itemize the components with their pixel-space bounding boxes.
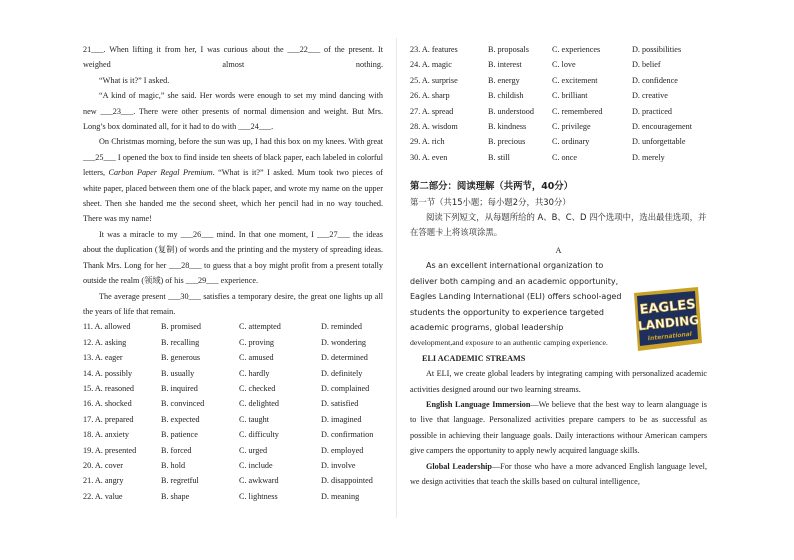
logo-text-eagles: EAGLES — [638, 297, 697, 318]
paragraph-4 — [83, 134, 383, 226]
right-option-7-0: 30. A. even — [410, 152, 448, 162]
left-option-7-1: B. patience — [161, 430, 198, 440]
right-option-5-3: D. encouragement — [632, 122, 693, 132]
left-option-1-1: B. recalling — [161, 337, 200, 347]
right-option-0-3: D. possibilities — [632, 45, 682, 54]
left-option-9-1: B. hold — [161, 460, 186, 470]
reading-instructions: 阅读下列短文，从每题所给的 A、B、C、D 四个选项中，选出最佳选项，并在答题卡上将该项涂黑。 — [410, 212, 707, 238]
right-option-0-0: 23. A. features — [410, 45, 458, 54]
left-option-8-3: D. employed — [321, 445, 364, 455]
left-option-2-1: B. generous — [161, 353, 201, 363]
right-option-2-2: C. excitement — [552, 75, 598, 85]
left-option-2-3: D. determined — [321, 353, 368, 363]
left-option-0-2: C. attempted — [239, 322, 281, 332]
english-immersion-paragraph — [410, 397, 707, 459]
left-option-9-3: D. involve — [321, 460, 356, 470]
left-option-11-0: 22. A. value — [83, 491, 123, 501]
left-option-9-0: 20. A. cover — [83, 460, 124, 470]
right-option-7-3: D. merely — [632, 152, 665, 162]
left-option-0-1: B. promised — [161, 322, 202, 332]
intro-line-2: deliver both camping and an academic opportunity, — [410, 276, 619, 286]
left-option-10-1: B. regretful — [161, 476, 199, 486]
right-option-1-2: C. love — [552, 60, 576, 70]
left-option-2-2: C. amused — [239, 353, 274, 363]
left-options-table — [83, 319, 383, 504]
left-option-2-0: 13. A. eager — [83, 353, 123, 363]
left-option-5-3: D. satisfied — [321, 399, 359, 409]
right-option-1-3: D. belief — [632, 60, 661, 70]
left-option-4-0: 15. A. reasoned — [83, 383, 134, 393]
streams-heading: ELI ACADEMIC STREAMS — [422, 353, 526, 363]
english-immersion-text: —We believe that the best way to learn alanguage is to live that language. Personalized activities prepare campers to be as successful as possible in achieving their language goals. Daily interactions withour American campers give campers the opportunity to apply newly acquired language skills. — [410, 399, 707, 456]
paragraph-2: “What is it?” I asked. — [99, 75, 170, 85]
english-immersion-title: English Language Immersion — [426, 399, 531, 409]
left-option-3-0: 14. A. possibly — [83, 368, 133, 378]
global-leadership-text: —For those who have a more advanced English language level, we design activities that teach the skills based on cultural intelligence, — [410, 461, 707, 486]
part-two-title: 第二部分：阅读理解（共两节，40分） — [410, 181, 574, 193]
left-option-9-2: C. include — [239, 460, 273, 470]
left-option-0-0: 11. A. allowed — [83, 322, 131, 332]
global-leadership-title: Global Leadership — [426, 461, 492, 471]
right-option-3-0: 26. A. sharp — [410, 91, 450, 101]
paragraph-5: It was a miracle to my ___26___ mind. In that one moment, I ___27___ the ideas about the duplication (复制) of words and the printing and the mystery of spreading ideas. Thank Mrs. Long for her ___28___ to guess that a boy might profit from a present totally outside the realm (领域) of his ___29___ experience. — [83, 229, 383, 286]
left-option-8-0: 19. A. presented — [83, 445, 137, 455]
right-option-4-2: C. remembered — [552, 106, 603, 116]
passage-label: A — [555, 245, 562, 255]
left-option-4-3: D. complained — [321, 383, 370, 393]
intro-line-6: development,and exposure to an authentic camping experience. — [410, 338, 608, 348]
streams-paragraph: At ELI, we create global leaders by integrating camping with personalized academic activities designed around our two learning streams. — [410, 369, 707, 394]
left-option-11-1: B. shape — [161, 491, 190, 501]
paragraph-4-part-1: On Christmas morning, before the sun was up, I had this box on my knees. With great ___25___ I opened the box to find inside ten sheets of black paper, each labeled in colorful letters, — [83, 137, 383, 178]
right-option-0-2: C. experiences — [552, 45, 601, 54]
section-one-title: 第一节（共15小题；每小题2分，共30分） — [410, 196, 571, 207]
intro-line-1: As an excellent international organization to — [426, 261, 604, 271]
left-option-11-2: C. lightness — [239, 491, 278, 501]
left-option-5-0: 16. A. shocked — [83, 399, 132, 409]
left-option-6-3: D. imagined — [321, 414, 362, 424]
right-options-table — [410, 42, 707, 165]
left-option-10-3: D. disappointed — [321, 476, 373, 486]
paragraph-6: The average present ___30___ satisfies a temporary desire, the great one lights up all the years of life that remain. — [83, 291, 383, 316]
right-option-7-1: B. still — [488, 152, 510, 162]
left-option-6-1: B. expected — [161, 414, 200, 424]
left-option-8-2: C. urged — [239, 445, 268, 455]
right-option-6-1: B. precious — [488, 137, 526, 147]
intro-line-5: academic programs, global leadership — [410, 322, 564, 332]
right-option-2-0: 25. A. surprise — [410, 75, 458, 85]
intro-line-3: Eagles Landing International (ELI) offers school-aged — [410, 292, 622, 302]
left-option-1-2: C. proving — [239, 337, 275, 347]
right-option-3-1: B. childish — [488, 91, 524, 101]
right-option-5-2: C. privilege — [552, 122, 591, 132]
left-column — [83, 42, 383, 504]
left-option-10-0: 21. A. angry — [83, 476, 124, 486]
column-divider — [396, 38, 397, 518]
right-option-3-3: D. creative — [632, 91, 668, 101]
left-option-11-3: D. meaning — [321, 491, 360, 501]
right-option-5-1: B. kindness — [488, 122, 527, 132]
left-option-7-2: C. difficulty — [239, 430, 279, 440]
intro-line-4: students the opportunity to experience targeted — [410, 307, 604, 317]
left-option-6-0: 17. A. prepared — [83, 414, 134, 424]
left-option-10-2: C. awkward — [239, 476, 279, 486]
right-option-6-0: 29. A. rich — [410, 137, 445, 147]
right-option-5-0: 28. A. wisdom — [410, 122, 458, 132]
right-option-7-2: C. once — [552, 152, 578, 162]
right-option-6-3: D. unforgettable — [632, 137, 686, 147]
paragraph-4-part-2: . “What is it?” I asked. Mum took two pieces of white paper, placed between them one of the black paper, and wrote my name on the upper sheet. Then she handed me the second sheet, which her pencil had in no way touched. There was my name! — [83, 168, 383, 224]
left-option-7-0: 18. A. anxiety — [83, 430, 129, 440]
left-option-3-2: C. hardly — [239, 368, 270, 378]
left-option-4-2: C. checked — [239, 383, 276, 393]
left-option-1-0: 12. A. asking — [83, 337, 127, 347]
right-option-2-1: B. energy — [488, 75, 520, 85]
right-option-4-3: D. practiced — [632, 106, 673, 116]
right-option-6-2: C. ordinary — [552, 137, 590, 147]
right-option-2-3: D. confidence — [632, 75, 678, 85]
logo-text-international: International — [647, 330, 693, 343]
right-option-1-0: 24. A. magic — [410, 60, 452, 70]
left-option-5-2: C. delighted — [239, 399, 280, 409]
left-option-0-3: D. reminded — [321, 322, 362, 332]
right-option-4-0: 27. A. spread — [410, 106, 454, 116]
right-column — [410, 42, 707, 489]
left-option-5-1: B. convinced — [161, 399, 205, 409]
global-leadership-paragraph — [410, 459, 707, 490]
left-option-3-3: D. definitely — [321, 368, 363, 378]
paragraph-1: 21___. When lifting it from her, I was curious about the ___22___ of the present. It weighed almost nothing. — [83, 45, 383, 70]
left-option-7-3: D. confirmation — [321, 430, 374, 440]
right-option-4-1: B. understood — [488, 106, 534, 116]
left-option-1-3: D. wondering — [321, 337, 367, 347]
paragraph-3: “A kind of magic,” she said. Her words were enough to set my mind dancing with new ___23___. There were other presents of normal dimension and weight. But Mrs. Long’s box dominated all, for it had to do with ___24___. — [83, 91, 383, 132]
left-option-4-1: B. inquired — [161, 383, 198, 393]
left-option-8-1: B. forced — [161, 445, 192, 455]
eagles-landing-logo — [630, 283, 706, 357]
logo-text-landing: LANDING — [637, 312, 700, 334]
right-option-0-1: B. proposals — [488, 45, 529, 54]
carbon-paper-label: Carbon Paper Regal Premium — [108, 168, 213, 178]
right-option-3-2: C. brilliant — [552, 91, 588, 101]
left-option-3-1: B. usually — [161, 368, 195, 378]
left-option-6-2: C. taught — [239, 414, 270, 424]
right-option-1-1: B. interest — [488, 60, 522, 70]
